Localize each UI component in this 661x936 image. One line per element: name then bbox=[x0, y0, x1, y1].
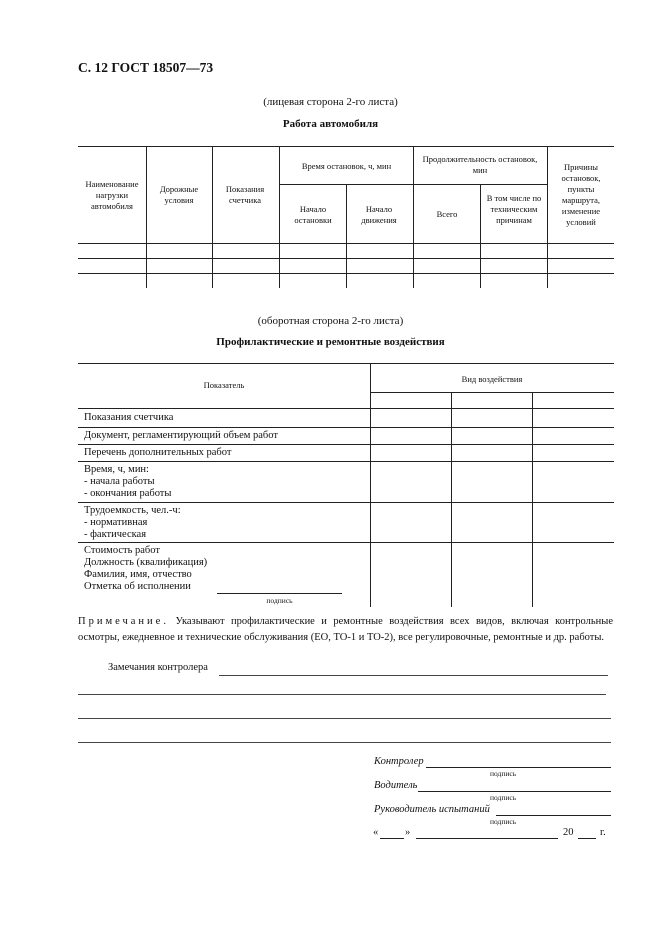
execution-signature-line[interactable] bbox=[217, 593, 342, 594]
col-stop-begin: Начало остановки bbox=[294, 204, 332, 226]
row-extra-works: Перечень дополнительных работ bbox=[84, 447, 232, 458]
note-label: Примечание. bbox=[78, 616, 169, 627]
sheet2-caption: (оборотная сторона 2-го листа) bbox=[257, 315, 404, 327]
remarks-label: Замечания контролера bbox=[108, 662, 208, 673]
head-signature-line[interactable] bbox=[496, 815, 611, 816]
date-month-line[interactable] bbox=[416, 838, 558, 839]
col-duration: Продолжительность остановок, мин bbox=[422, 154, 538, 176]
remarks-line-1[interactable] bbox=[219, 675, 608, 676]
head-label: Руководитель испытаний bbox=[374, 804, 490, 815]
remarks-line-3[interactable] bbox=[78, 718, 611, 719]
head-signature-caption: подпись bbox=[490, 817, 517, 826]
col-indicator: Показатель bbox=[203, 380, 245, 390]
col-move-begin: Начало движения bbox=[361, 204, 397, 226]
position-label: Должность (квалификация) bbox=[84, 557, 208, 568]
driver-signature-line[interactable] bbox=[418, 791, 611, 792]
time-start: - начала работы bbox=[84, 476, 155, 487]
note-text: Указывают профилактические и ремонтные воздействия всех видов, включая контрольные осмотры, ежедневное и технические обслуживания (ЕО, ТО-1 и ТО-2), все регулировочные, ремонтные и др. работы. bbox=[78, 616, 614, 644]
remarks-line-4[interactable] bbox=[78, 742, 611, 743]
col-action: Вид воздействия bbox=[461, 374, 523, 384]
date-quote-close: » bbox=[405, 827, 411, 838]
document-header: С. 12 ГОСТ 18507—73 bbox=[78, 60, 214, 75]
labor-normative: - нормативная bbox=[84, 517, 148, 528]
sheet2-title: Профилактические и ремонтные воздействия bbox=[216, 336, 445, 348]
labor-label: Трудоемкость, чел.-ч: bbox=[84, 505, 181, 516]
controller-signature-line[interactable] bbox=[426, 767, 611, 768]
sheet1-caption: (лицевая сторона 2-го листа) bbox=[263, 96, 398, 108]
date-year-suffix: г. bbox=[600, 827, 606, 838]
date-year-prefix: 20 bbox=[563, 827, 574, 838]
col-meter: Показания счетчика bbox=[225, 184, 265, 206]
col-total: Всего bbox=[436, 209, 458, 219]
controller-label: Контролер bbox=[374, 756, 424, 767]
execution-mark-label: Отметка об исполнении bbox=[84, 581, 191, 592]
driver-label: Водитель bbox=[374, 780, 418, 791]
labor-actual: - фактическая bbox=[84, 529, 147, 540]
time-end: - окончания работы bbox=[84, 488, 172, 499]
time-label: Время, ч, мин: bbox=[84, 464, 149, 475]
col-name: Наименование нагрузки автомобиля bbox=[85, 179, 139, 212]
date-day-line[interactable] bbox=[380, 838, 404, 839]
date-quote-open: « bbox=[373, 827, 379, 838]
row-document: Документ, регламентирующий объем работ bbox=[84, 430, 278, 441]
controller-signature-caption: подпись bbox=[490, 769, 517, 778]
driver-signature-caption: подпись bbox=[490, 793, 517, 802]
fullname-label: Фамилия, имя, отчество bbox=[84, 569, 192, 580]
col-tech: В том числе по техническим причинам bbox=[486, 193, 542, 226]
cost-label: Стоимость работ bbox=[84, 545, 160, 556]
remarks-line-2[interactable] bbox=[78, 694, 606, 695]
col-road: Дорожные условия bbox=[159, 184, 199, 206]
col-reasons: Причины остановок, пункты маршрута, изменение условий bbox=[561, 162, 601, 228]
date-year-line[interactable] bbox=[578, 838, 596, 839]
execution-signature-caption: подпись bbox=[266, 596, 293, 605]
col-stop-time: Время остановок, ч, мин bbox=[301, 161, 392, 171]
note bbox=[78, 614, 613, 647]
row-meter: Показания счетчика bbox=[84, 412, 174, 423]
sheet1-title: Работа автомобиля bbox=[282, 118, 379, 130]
